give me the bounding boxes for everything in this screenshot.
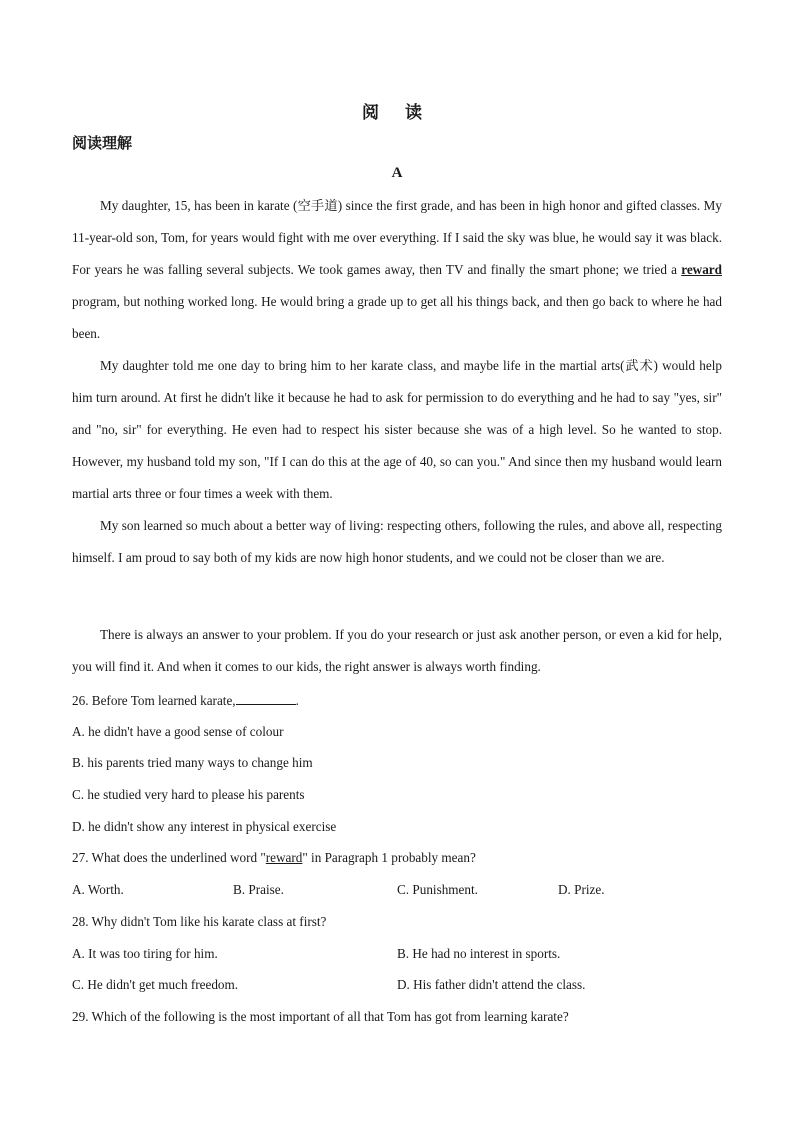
question-26-option-b: B. his parents tried many ways to change him	[72, 755, 313, 770]
question-28-option-d: D. His father didn't attend the class.	[397, 977, 586, 992]
question-27-text-a: 27. What does the underlined word "	[72, 850, 266, 865]
question-27-option-a: A. Worth.	[72, 882, 124, 897]
paragraph-2: My daughter told me one day to bring him to her karate class, and maybe life in the martial arts(武术) would help him turn around. At first he didn't like it because he had to ask for permission to do everything and he had to say "yes, sir" and "no, sir" for everything. He even had to respect his sister because she was of a high level. So he wanted to stop. However, my husband told my son, "If I can do this at the age of 40, so can you." And since then my husband would learn martial arts three or four times a week with them.	[72, 358, 722, 501]
question-27-option-b: B. Praise.	[233, 882, 284, 897]
question-26-text: 26. Before Tom learned karate,	[72, 693, 236, 708]
section-title: 阅 读	[362, 103, 432, 123]
passage-body-1	[72, 190, 722, 574]
question-27-stem	[72, 850, 476, 866]
question-28-option-b: B. He had no interest in sports.	[397, 946, 561, 961]
question-27-underlined-word: reward	[265, 850, 303, 865]
paragraph-4: There is always an answer to your problem. If you do your research or just ask another person, or even a kid for help, you will find it. And when it comes to our kids, the right answer is always worth finding.	[72, 627, 722, 674]
question-26-stem	[72, 692, 299, 709]
paragraph-3: My son learned so much about a better way of living: respecting others, following the rules, and above all, respecting himself. I am proud to say both of my kids are now high honor students, and we could not be closer than we are.	[72, 518, 722, 565]
paragraph-1	[72, 190, 722, 350]
question-29-stem: 29. Which of the following is the most important of all that Tom has got from learning karate?	[72, 1009, 569, 1024]
question-28-options-row-1	[72, 946, 722, 966]
question-26-option-c: C. he studied very hard to please his parents	[72, 787, 305, 802]
paragraph-1-part-a: My daughter, 15, has been in karate (空手道) since the first grade, and has been in high honor and gifted classes. My 11-year-old son, Tom, for years would fight with me over everything. If I said the sky was blue, he would say it was black. For years he was falling several subjects. We took games away, then TV and finally the smart phone; we tried a	[72, 198, 722, 277]
paragraph-1-part-b: program, but nothing worked long. He would bring a grade up to get all his things back, and then go back to where he had been.	[72, 294, 722, 341]
passage-label: A	[391, 165, 403, 181]
question-28-option-c: C. He didn't get much freedom.	[72, 977, 239, 992]
subsection-title: 阅读理解	[72, 134, 133, 152]
question-26-option-d: D. he didn't show any interest in physical exercise	[72, 819, 337, 834]
reward-keyword: reward	[681, 262, 722, 277]
question-27-option-d: D. Prize.	[558, 882, 605, 897]
question-27-option-c: C. Punishment.	[397, 882, 478, 897]
question-28-options-row-2	[72, 977, 722, 997]
question-28-option-a: A. It was too tiring for him.	[72, 946, 218, 961]
question-26-end: .	[295, 693, 299, 708]
passage-body-2	[72, 619, 722, 683]
answer-blank	[236, 692, 296, 705]
question-26-option-a: A. he didn't have a good sense of colour	[72, 724, 284, 739]
question-28-stem: 28. Why didn't Tom like his karate class at first?	[72, 914, 327, 929]
question-27-options	[72, 882, 722, 902]
question-27-text-b: " in Paragraph 1 probably mean?	[302, 850, 476, 865]
